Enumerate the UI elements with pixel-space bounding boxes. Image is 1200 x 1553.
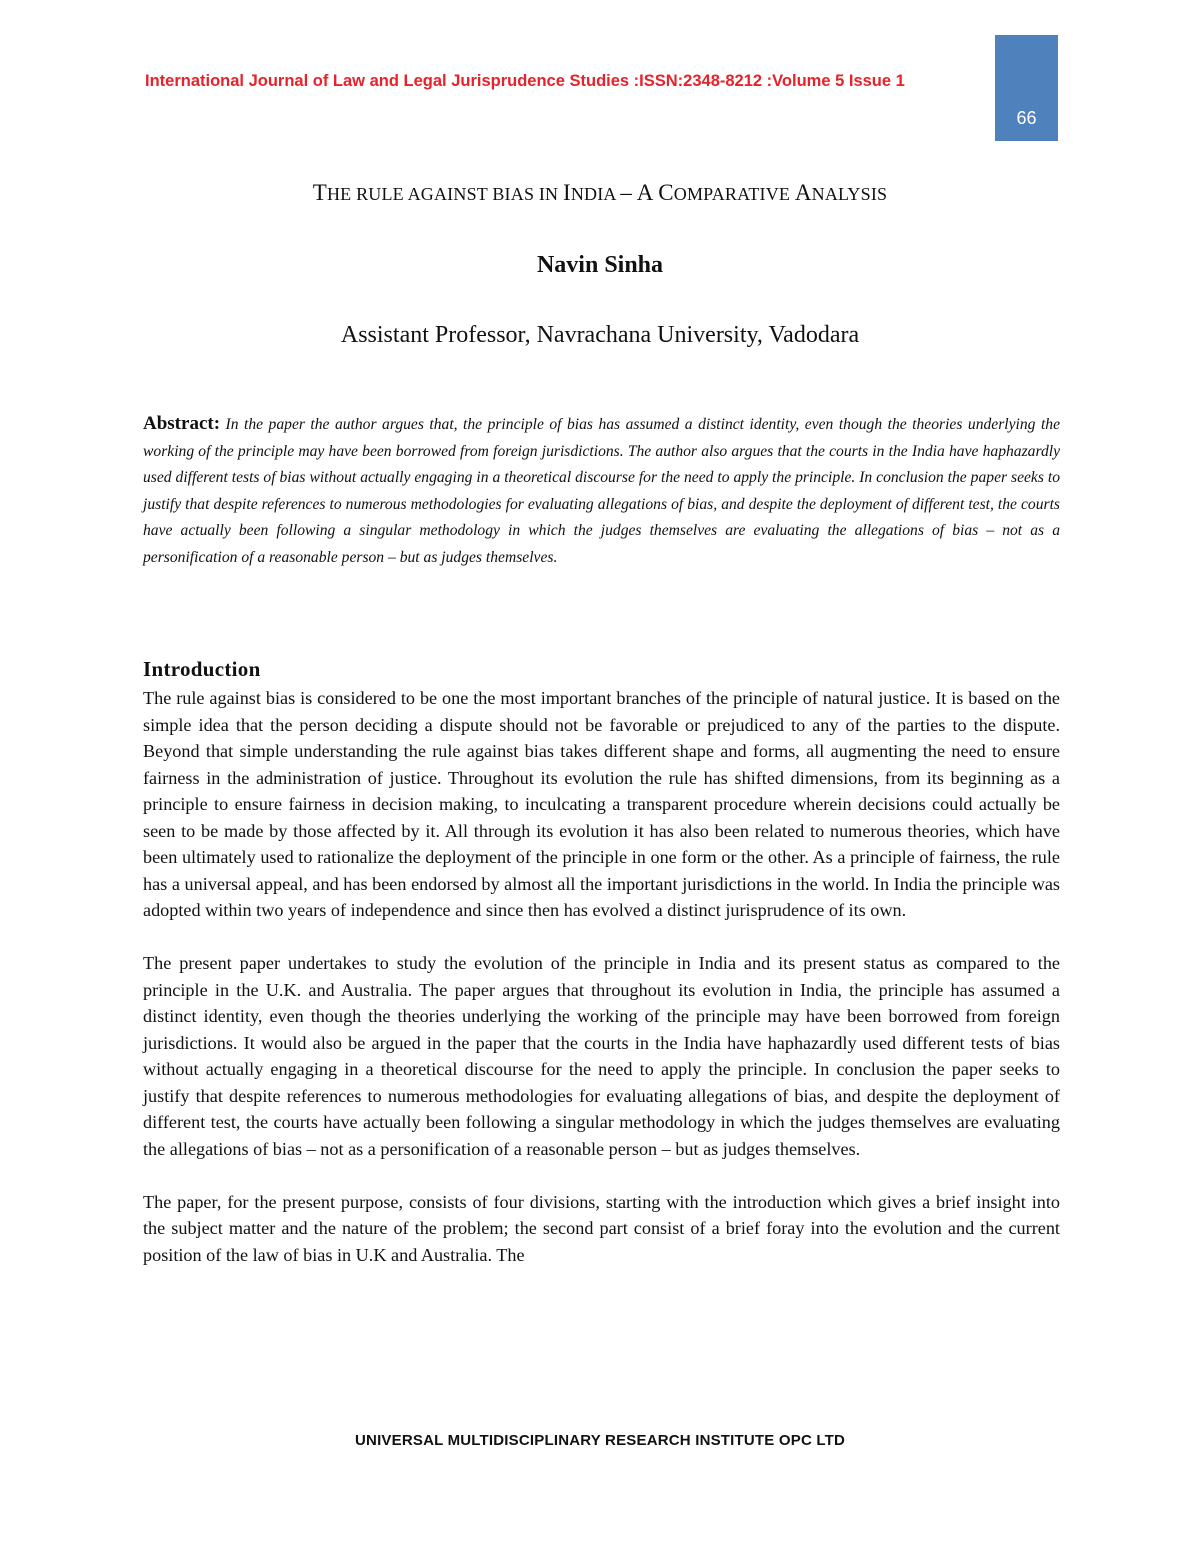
title-smallcaps: OMPARATIVE bbox=[673, 184, 795, 204]
title-cap: I bbox=[562, 180, 571, 205]
publisher-footer: UNIVERSAL MULTIDISCIPLINARY RESEARCH INSTITUTE OPC LTD bbox=[355, 1432, 845, 1449]
title-smallcaps: HE RULE AGAINST BIAS IN bbox=[326, 184, 563, 204]
paper-title bbox=[0, 180, 1200, 206]
title-cap: C bbox=[658, 180, 674, 205]
title-smallcaps: NDIA bbox=[570, 184, 621, 204]
page-number: 66 bbox=[1016, 108, 1037, 128]
body-paragraph: The present paper undertakes to study the evolution of the principle in India and its present status as compared to the principle in the U.K. and Australia. The paper argues that throughout its evolution in India, the principle has assumed a distinct identity, even though the theories underlying the working of the principle may have been borrowed from foreign jurisdictions. It would also be argued in the paper that the courts in the India have haphazardly used different tests of bias without actually engaging in a theoretical discourse for the need to apply the principle. In conclusion the paper seeks to justify that despite references to numerous methodologies for evaluating allegations of bias, and despite the deployment of different test, the courts have actually been following a singular methodology in which the judges themselves are evaluating the allegations of bias – not as a personification of a reasonable person – but as judges themselves. bbox=[143, 953, 1060, 1159]
title-cap: T bbox=[312, 180, 327, 205]
abstract bbox=[143, 411, 1060, 571]
title-dash: – bbox=[620, 180, 637, 205]
abstract-label: Abstract: bbox=[143, 413, 221, 434]
title-cap: A bbox=[636, 180, 659, 205]
author-affiliation: Assistant Professor, Navrachana University, Vadodara bbox=[340, 322, 860, 348]
introduction-body bbox=[143, 685, 1060, 1295]
journal-header: International Journal of Law and Legal Jurisprudence Studies :ISSN:2348-8212 :Volume 5 Issue 1 bbox=[145, 72, 905, 90]
title-cap: A bbox=[794, 180, 812, 205]
abstract-text: In the paper the author argues that, the principle of bias has assumed a distinct identity, even though the theories underlying the working of the principle may have been borrowed from foreign jurisdictions. The author also argues that the courts in the India have haphazardly used different tests of bias without actually engaging in a theoretical discourse for the need to apply the principle. In conclusion the paper seeks to justify that despite references to numerous methodologies for evaluating allegations of bias, and despite the deployment of different test, the courts have actually been following a singular methodology in which the judges themselves are evaluating the allegations of bias – not as a personification of a reasonable person – but as judges themselves. bbox=[143, 416, 1061, 566]
author-name: Navin Sinha bbox=[536, 252, 664, 278]
title-smallcaps: NALYSIS bbox=[811, 184, 888, 204]
body-paragraph: The rule against bias is considered to be one the most important branches of the principle of natural justice. It is based on the simple idea that the person deciding a dispute should not be favorable or prejudiced to any of the parties to the dispute. Beyond that simple understanding the rule against bias takes different shape and forms, all augmenting the need to ensure fairness in the administration of justice. Throughout its evolution the rule has shifted dimensions, from its beginning as a principle to ensure fairness in decision making, to inculcating a transparent procedure wherein decisions could actually be seen to be made by those affected by it. All through its evolution it has also been related to numerous theories, which have been ultimately used to rationalize the deployment of the principle in one form or the other. As a principle of fairness, the rule has a universal appeal, and has been endorsed by almost all the important jurisdictions in the world. In India the principle was adopted within two years of independence and since then has evolved a distinct jurisprudence of its own. bbox=[143, 688, 1060, 920]
page-number-badge bbox=[995, 35, 1058, 141]
body-paragraph: The paper, for the present purpose, consists of four divisions, starting with the introduction which gives a brief insight into the subject matter and the nature of the problem; the second part consist of a brief foray into the evolution and the current position of the law of bias in U.K and Australia. The bbox=[143, 1191, 1060, 1265]
section-heading-introduction: Introduction bbox=[143, 657, 261, 681]
